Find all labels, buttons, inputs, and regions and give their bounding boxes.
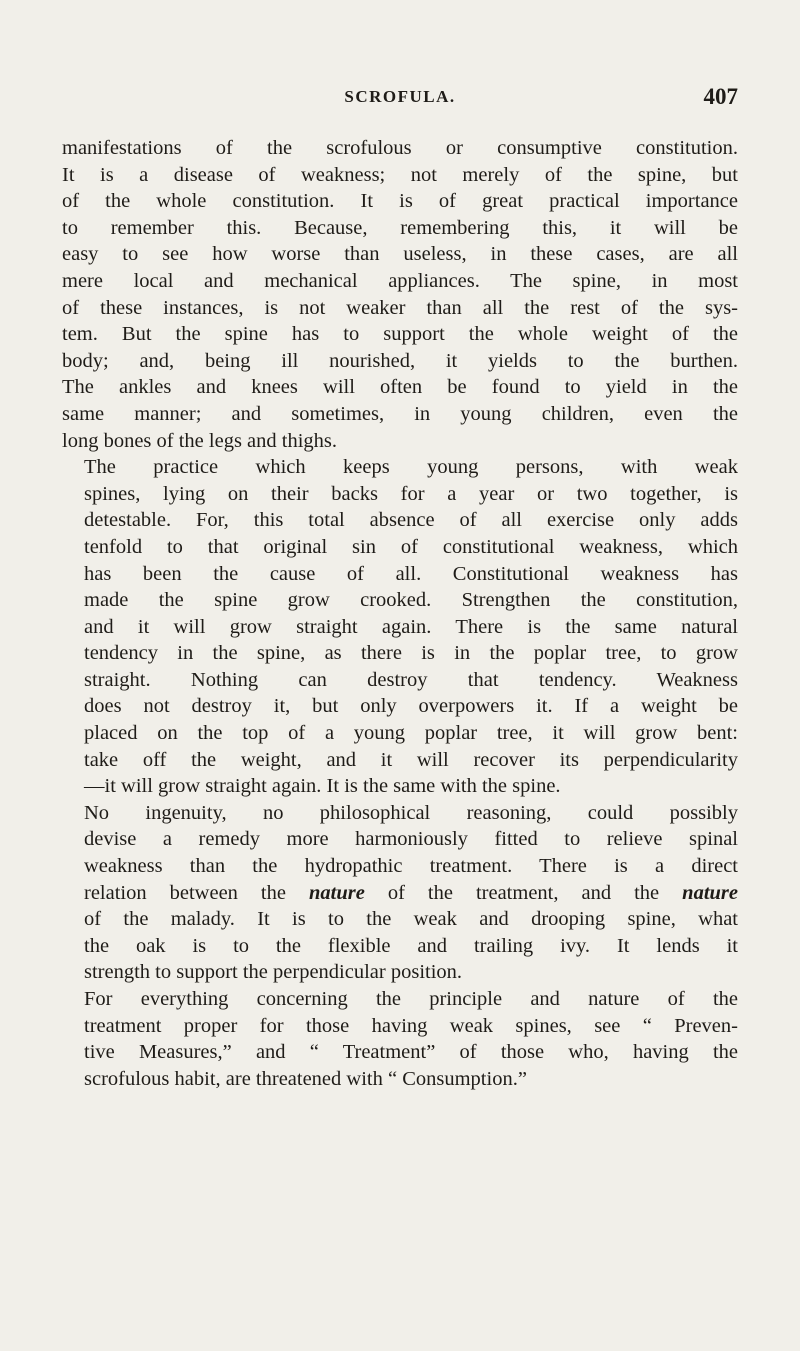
text-line: No ingenuity, no philosophical reasoning, could possibly [84, 801, 738, 824]
text-line: spines, lying on their backs for a year or two together, is [84, 482, 738, 505]
italic-emphasis: nature [308, 881, 365, 904]
text-line: —it will grow straight again. It is the same with the spine. [84, 775, 561, 798]
paragraph [62, 800, 738, 986]
paragraph [62, 986, 738, 1092]
text-line: The ankles and knees will often be found to yield in the [62, 376, 738, 399]
text-line: It is a disease of weakness; not merely of the spine, but [62, 163, 738, 186]
text-line: take off the weight, and it will recover its perpendicularity [84, 748, 738, 771]
text-line: to remember this. Because, remembering this, it will be [62, 216, 738, 239]
text-line: tendency in the spine, as there is in the poplar tree, to grow [84, 642, 738, 665]
text-line: manifestations of the scrofulous or consumptive constitution. [62, 137, 738, 159]
text-line: scrofulous habit, are threatened with “ Consumption.” [84, 1067, 527, 1090]
text-line: of the whole constitution. It is of great practical importance [62, 190, 738, 213]
text-line: does not destroy it, but only overpowers it. If a weight be [84, 695, 738, 718]
text-line: straight. Nothing can destroy that tendency. Weakness [84, 668, 738, 691]
text-line: and it will grow straight again. There is the same natural [84, 615, 738, 638]
text-line: tive Measures,” and “ Treatment” of those who, having the [84, 1041, 738, 1064]
text-line: mere local and mechanical appliances. The spine, in most [62, 269, 738, 292]
page-number: 407 [703, 84, 738, 109]
text-line: devise a remedy more harmoniously fitted to relieve spinal [84, 828, 738, 851]
text-line: body; and, being ill nourished, it yields to the burthen. [62, 349, 738, 372]
italic-emphasis: nature [682, 881, 738, 904]
text-line: of these instances, is not weaker than all the rest of the sys- [62, 296, 738, 319]
body-text [62, 135, 738, 1092]
text-line: made the spine grow crooked. Strengthen the constitution, [84, 589, 738, 612]
text-line: of the malady. It is to the weak and drooping spine, what [84, 908, 738, 931]
running-head [62, 84, 738, 110]
text-line: relation between the nature of the treatment, and the nature [84, 881, 738, 904]
paragraph [62, 454, 738, 800]
text-line: placed on the top of a young poplar tree, it will grow bent: [84, 722, 738, 745]
paragraph [62, 135, 738, 454]
text-line: has been the cause of all. Constitutional weakness has [84, 562, 738, 585]
text-line: same manner; and sometimes, in young children, even the [62, 402, 738, 425]
text-line: The practice which keeps young persons, with weak [84, 456, 738, 479]
text-line: weakness than the hydropathic treatment. There is a direct [84, 855, 738, 878]
text-line: long bones of the legs and thighs. [62, 429, 338, 452]
text-line: For everything concerning the principle and nature of the [84, 988, 738, 1010]
text-line: treatment proper for those having weak spines, see “ Preven- [84, 1014, 738, 1037]
running-title: SCROFULA. [344, 87, 456, 106]
text-line: the oak is to the flexible and trailing ivy. It lends it [84, 934, 738, 957]
text-line: tenfold to that original sin of constitutional weakness, which [84, 535, 738, 558]
text-line: detestable. For, this total absence of all exercise only adds [84, 509, 738, 532]
text-line: easy to see how worse than useless, in these cases, are all [62, 243, 738, 266]
text-line: strength to support the perpendicular position. [84, 961, 463, 984]
text-line: tem. But the spine has to support the whole weight of the [62, 323, 738, 346]
